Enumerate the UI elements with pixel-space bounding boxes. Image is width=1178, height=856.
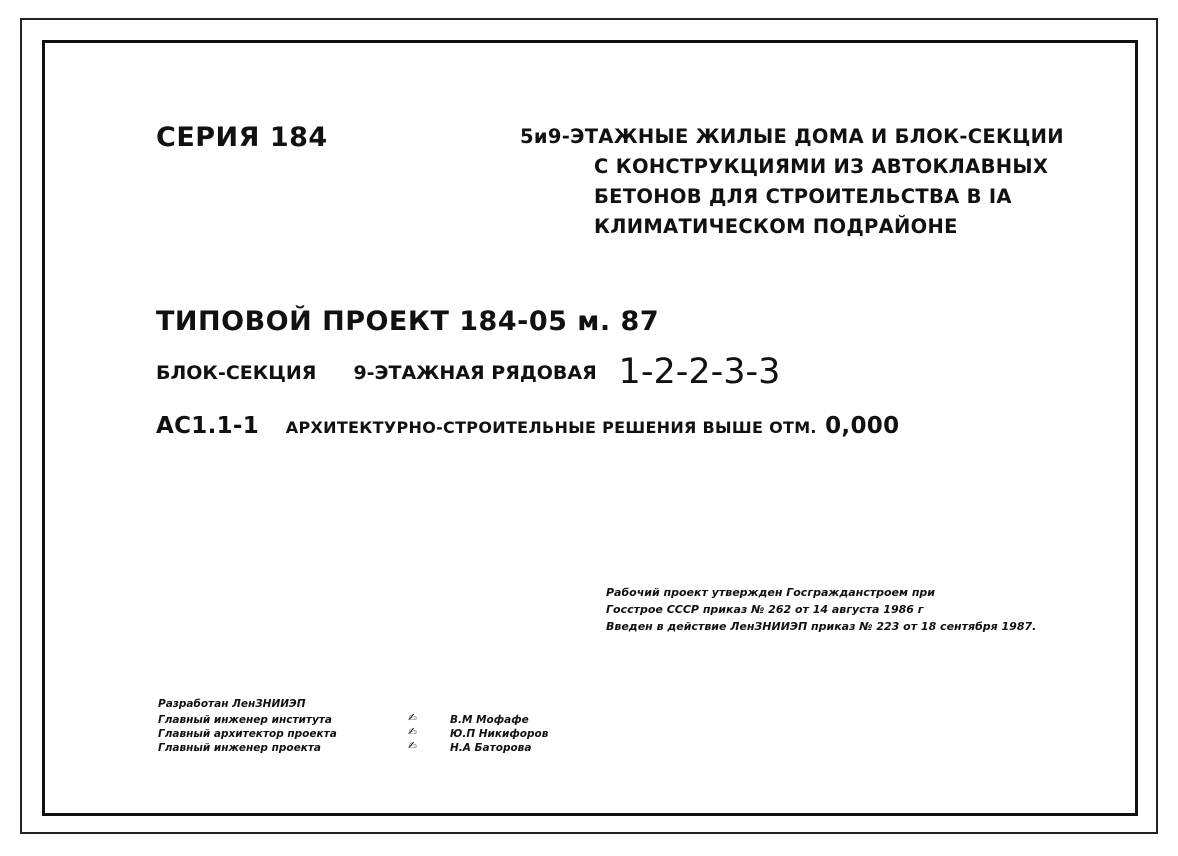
signature-role: Главный инженер проекта xyxy=(158,742,322,754)
signature-role: Главный инженер института xyxy=(158,714,332,726)
block-section-code: 1-2-2-3-3 xyxy=(618,352,781,392)
series-description xyxy=(520,122,1064,242)
developer-line: Разработан ЛенЗНИИЭП xyxy=(158,698,306,710)
signature-mark-icon: ✍ xyxy=(408,712,417,724)
signature-mark-icon: ✍ xyxy=(408,726,417,738)
block-section-label: БЛОК-СЕКЦИЯ xyxy=(156,362,317,384)
description-line: С КОНСТРУКЦИЯМИ ИЗ АВТОКЛАВНЫХ xyxy=(594,155,1049,178)
description-line: 5и9-ЭТАЖНЫЕ ЖИЛЫЕ ДОМА И БЛОК-СЕКЦИИ xyxy=(520,125,1064,148)
sheet-elevation: 0,000 xyxy=(825,413,900,439)
block-section-type: 9-ЭТАЖНАЯ РЯДОВАЯ xyxy=(353,362,597,384)
signature-person: Н.А Баторова xyxy=(450,742,532,754)
approval-note xyxy=(606,584,1036,635)
sheet-code: АС1.1-1 xyxy=(156,413,260,439)
signature-role: Главный архитектор проекта xyxy=(158,728,337,740)
description-line: БЕТОНОВ ДЛЯ СТРОИТЕЛЬСТВА В IА xyxy=(594,185,1012,208)
description-line: КЛИМАТИЧЕСКОМ ПОДРАЙОНЕ xyxy=(594,215,958,238)
project-title: ТИПОВОЙ ПРОЕКТ 184-05 м. 87 xyxy=(156,306,660,337)
signature-person: В.М Мофафе xyxy=(450,714,529,726)
approval-line: Введен в действие ЛенЗНИИЭП приказ № 223 от 18 сентября 1987. xyxy=(606,620,1037,633)
signature-person: Ю.П Никифоров xyxy=(450,728,549,740)
sheet-title: АРХИТЕКТУРНО-СТРОИТЕЛЬНЫЕ РЕШЕНИЯ ВЫШЕ ОТМ. xyxy=(285,418,817,437)
sheet-title-line xyxy=(156,413,899,439)
series-title: СЕРИЯ 184 xyxy=(156,122,328,153)
block-section-line xyxy=(156,352,780,392)
approval-line: Госстрое СССР приказ № 262 от 14 августа 1986 г xyxy=(606,603,924,616)
approval-line: Рабочий проект утвержден Госгражданстроем при xyxy=(606,586,936,599)
signature-mark-icon: ✍ xyxy=(408,740,417,752)
